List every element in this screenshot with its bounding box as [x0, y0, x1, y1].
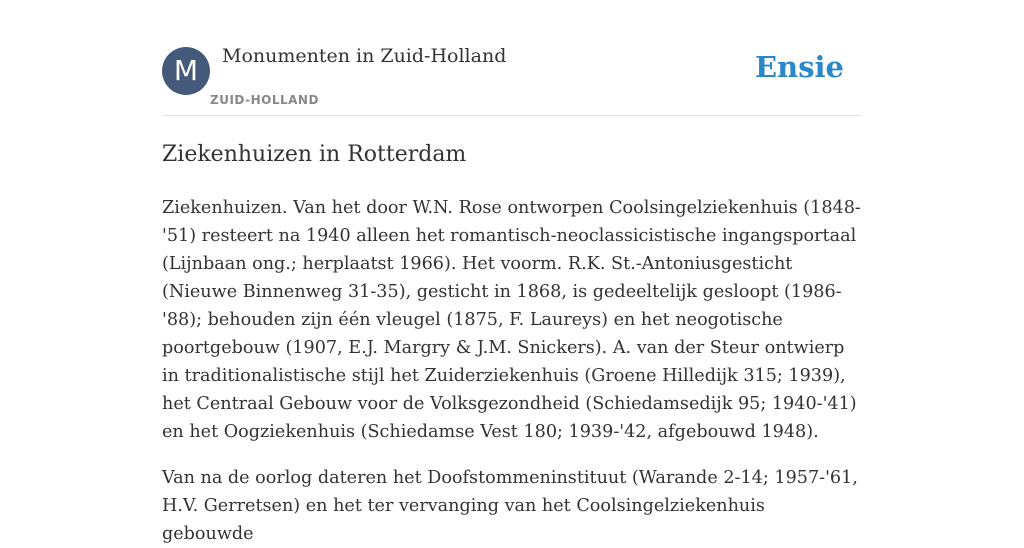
book-title-link[interactable]: Monumenten in Zuid-Holland — [222, 45, 507, 67]
header — [162, 0, 862, 116]
category-link[interactable]: ZUID-HOLLAND — [210, 93, 319, 107]
article-paragraph: Ziekenhuizen. Van het door W.N. Rose ontworpen Coolsingelziekenhuis (1848-'51) resteert na 1940 alleen het romantisch-neoclassicistische ingangsportaal (Lijnbaan ong.; herplaatst 1966). Het voorm. R.K. St.-Antoniusgesticht (Nieuwe Binnenweg 31-35), gesticht in 1868, is gedeeltelijk gesloopt (1986-'88); behouden zijn één vleugel (1875, F. Laureys) en het neogotische poortgebouw (1907, E.J. Margry & J.M. Snickers). A. van der Steur ontwierp in traditionalistische stijl het Zuiderziekenhuis (Groene Hilledijk 315; 1939), het Centraal Gebouw voor de Volksgezondheid (Schiedamsedijk 95; 1940-'41) en het Oogziekenhuis (Schiedamse Vest 180; 1939-'42, afgebouwd 1948). — [162, 198, 861, 442]
book-avatar[interactable]: M — [162, 47, 210, 95]
brand-logo[interactable]: Ensie — [755, 50, 844, 84]
article-title: Ziekenhuizen in Rotterdam — [162, 142, 467, 167]
article-paragraph: Van na de oorlog dateren het Doofstommeninstituut (Warande 2-14; 1957-'61, H.V. Gerretsen) en het ter vervanging van het Coolsingelziekenhuis gebouwde — [162, 468, 858, 544]
page-container — [162, 0, 862, 548]
